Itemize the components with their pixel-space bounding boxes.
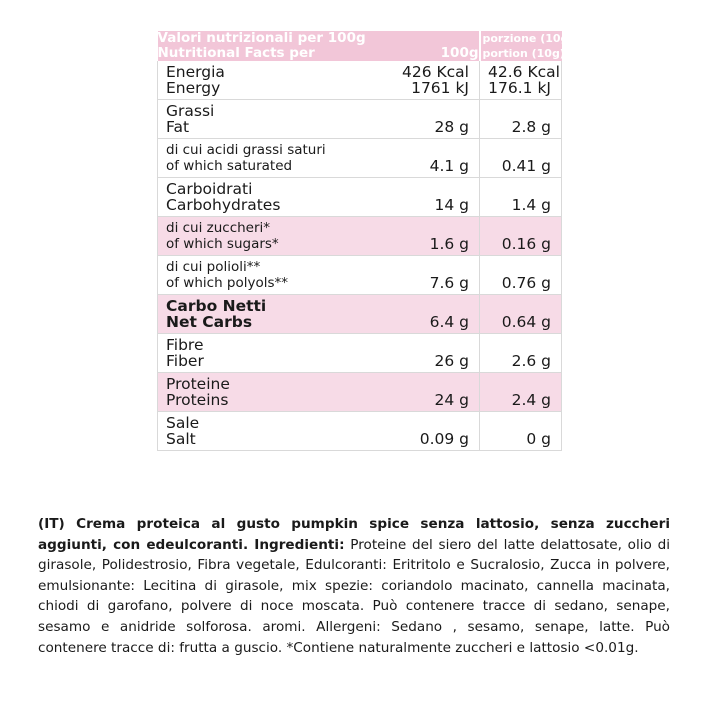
portion-value: 2.4 g: [480, 373, 562, 412]
table-row-polyols: [158, 256, 562, 295]
table-row-salt: [158, 412, 562, 451]
row-label: Proteine Proteins: [158, 373, 390, 412]
table-header: [158, 31, 562, 61]
per-100g-value: 26 g: [390, 334, 480, 373]
per-100g-header-it: Valori nutrizionali per 100g: [157, 30, 366, 46]
row-label: Carbo Netti Net Carbs: [158, 295, 390, 334]
portion-value: 0.76 g: [480, 256, 562, 295]
ingredients-title: (IT) Crema proteica al gusto pumpkin spice senza lattosio, senza zuccheri aggiunti, con edeulcoranti. Ingredienti:: [38, 516, 670, 553]
row-label: Sale Salt: [158, 412, 390, 451]
per-100g-value: 28 g: [390, 100, 480, 139]
portion-header: [480, 31, 574, 61]
table-row-proteins: [158, 373, 562, 412]
per-100g-value: 6.4 g: [390, 295, 480, 334]
ingredients-body: Proteine del siero del latte delattosate, olio di girasole, Polidestrosio, Fibra vegetale, Edulcoranti: Eritritolo e Sucralosio, Zucca in polvere, emulsionante: Lecitina di girasole, mix spezie: coriandolo macinato, cannella macinata, chiodi di garofano, polvere di noce moscata. Può contenere tracce di sedano, senape, sesamo e anidride solforosa. aromi. Allergeni: Sedano , sesamo, senape, latte. Può contenere tracce di: frutta a guscio. *Contiene naturalmente zuccheri e lattosio <0.01g.: [38, 536, 670, 656]
row-label: Grassi Fat: [158, 100, 390, 139]
portion-value: 2.6 g: [480, 334, 562, 373]
portion-value: 42.6 Kcal 176.1 kJ: [480, 61, 562, 100]
nutrition-table: [157, 30, 574, 451]
per-100g-value: 0.09 g: [390, 412, 480, 451]
portion-header-it: porzione (10g): [482, 32, 574, 45]
per-100g-value: 7.6 g: [390, 256, 480, 295]
portion-value: 0 g: [480, 412, 562, 451]
table-row-fat: [158, 100, 562, 139]
portion-value: 0.64 g: [480, 295, 562, 334]
table-row-sugars: [158, 217, 562, 256]
portion-value: 1.4 g: [480, 178, 562, 217]
per-100g-value: 14 g: [390, 178, 480, 217]
row-label: di cui polioli** of which polyols**: [158, 256, 390, 295]
per-100g-value: 24 g: [390, 373, 480, 412]
ingredients-paragraph: [38, 514, 670, 658]
table-row-energy: [158, 61, 562, 100]
table-row-carbohydrates: [158, 178, 562, 217]
portion-value: 2.8 g: [480, 100, 562, 139]
row-label: di cui zuccheri* of which sugars*: [158, 217, 390, 256]
per-100g-header: [158, 31, 480, 61]
per-100g-value: 1.6 g: [390, 217, 480, 256]
table-row-net-carbs: [158, 295, 562, 334]
portion-value: 0.41 g: [480, 139, 562, 178]
row-label: Fibre Fiber: [158, 334, 390, 373]
per-100g-header-en: Nutritional Facts per 100g: [157, 45, 479, 61]
table-row-fiber: [158, 334, 562, 373]
table-row-saturated: [158, 139, 562, 178]
portion-header-en: portion (10g): [482, 47, 565, 60]
row-label: di cui acidi grassi saturi of which saturated: [158, 139, 390, 178]
per-100g-value: 426 Kcal 1761 kJ: [390, 61, 480, 100]
nutrition-label: [157, 30, 574, 451]
per-100g-value: 4.1 g: [390, 139, 480, 178]
row-label: Carboidrati Carbohydrates: [158, 178, 390, 217]
row-label: Energia Energy: [158, 61, 390, 100]
portion-value: 0.16 g: [480, 217, 562, 256]
